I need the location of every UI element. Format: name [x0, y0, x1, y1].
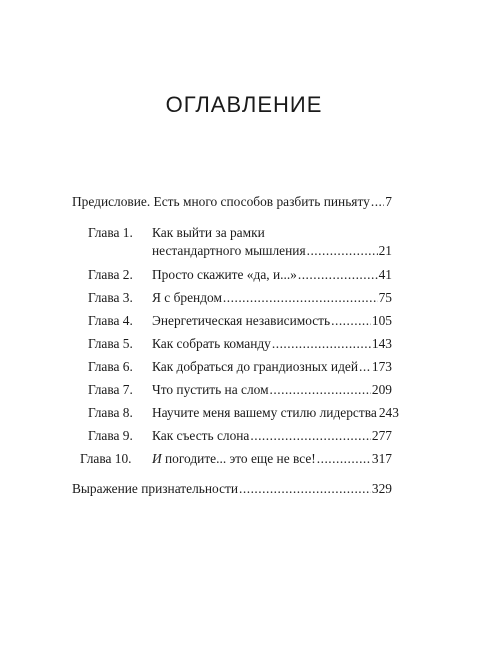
page-title: ОГЛАВЛЕНИЕ	[165, 92, 323, 117]
toc-entry-label: Глава 4.	[88, 313, 133, 328]
toc-entry-text: Просто скажите «да, и...»	[152, 267, 297, 282]
toc-entry-chapter-7[interactable]	[88, 381, 392, 399]
toc-entry-preface[interactable]	[72, 193, 392, 211]
toc-entry-label: Глава 1.	[88, 225, 133, 240]
dot-leader	[270, 381, 371, 399]
toc-entry-chapter-6[interactable]	[88, 358, 392, 376]
toc-entry-page: 209	[371, 382, 392, 397]
toc-entry-chapter-3[interactable]	[88, 289, 392, 307]
toc-entry-text: Как добраться до грандиозных идей	[152, 359, 358, 374]
toc-entry-page: 143	[371, 336, 392, 351]
toc-entry-acknowledgements[interactable]	[72, 480, 392, 498]
toc-entry-chapter-10[interactable]	[80, 450, 392, 468]
toc-entry-label: Глава 10.	[80, 451, 132, 466]
toc-entry-chapter-8[interactable]	[88, 404, 399, 422]
toc-entry-label: Глава 2.	[88, 267, 133, 282]
toc-entry-text: И погодите... это еще не все!	[152, 451, 316, 466]
toc-entry-page: 317	[371, 451, 392, 466]
toc-entry-chapter-2[interactable]	[88, 266, 392, 284]
toc-entry-page: 173	[371, 359, 392, 374]
toc-entry-text: Энергетическая независимость	[152, 313, 331, 328]
dot-leader	[223, 289, 378, 307]
dot-leader	[250, 427, 371, 445]
toc-entry-page: 7	[385, 194, 392, 209]
toc-entry-page: 105	[371, 313, 392, 328]
dot-leader	[298, 266, 378, 284]
dot-leader	[317, 450, 371, 468]
toc-entry-label: Глава 7.	[88, 382, 133, 397]
toc-entry-chapter-4[interactable]	[88, 312, 392, 330]
toc-entry-text: Выражение признательности	[72, 481, 239, 496]
dot-leader	[371, 193, 384, 211]
toc-entry-text: Как съесть слона	[152, 428, 250, 443]
toc-entry-text: нестандартного мышления	[152, 243, 306, 258]
dot-leader	[331, 312, 371, 330]
dot-leader	[307, 242, 378, 260]
toc-entry-page: 329	[371, 481, 392, 496]
toc-entry-chapter-1-line1[interactable]	[88, 224, 392, 242]
toc-entry-text: Я с брендом	[152, 290, 222, 305]
toc-entry-label: Глава 8.	[88, 405, 133, 420]
toc-entry-text: Как собрать команду	[152, 336, 271, 351]
toc-entry-text: Предисловие. Есть много способов разбить пиньяту	[72, 194, 370, 209]
toc-entry-page: 75	[378, 290, 392, 305]
toc-entry-label: Глава 9.	[88, 428, 133, 443]
toc-entry-chapter-1-line2[interactable]	[152, 242, 392, 260]
toc-entry-label: Глава 3.	[88, 290, 133, 305]
toc-entry-page: 21	[378, 243, 392, 258]
dot-leader	[239, 480, 371, 498]
toc-entry-text-line1: Как выйти за рамки	[152, 225, 265, 240]
toc-entry-page: 243	[378, 405, 399, 420]
toc-entry-chapter-9[interactable]	[88, 427, 392, 445]
dot-leader	[359, 358, 371, 376]
toc-entry-text: Что пустить на слом	[152, 382, 269, 397]
toc-entry-label: Глава 5.	[88, 336, 133, 351]
toc-entry-label: Глава 6.	[88, 359, 133, 374]
dot-leader	[272, 335, 371, 353]
toc-entry-page: 277	[371, 428, 392, 443]
toc-entry-page: 41	[378, 267, 392, 282]
toc-entry-text: Научите меня вашему стилю лидерства	[152, 405, 377, 420]
toc-entry-chapter-5[interactable]	[88, 335, 392, 353]
